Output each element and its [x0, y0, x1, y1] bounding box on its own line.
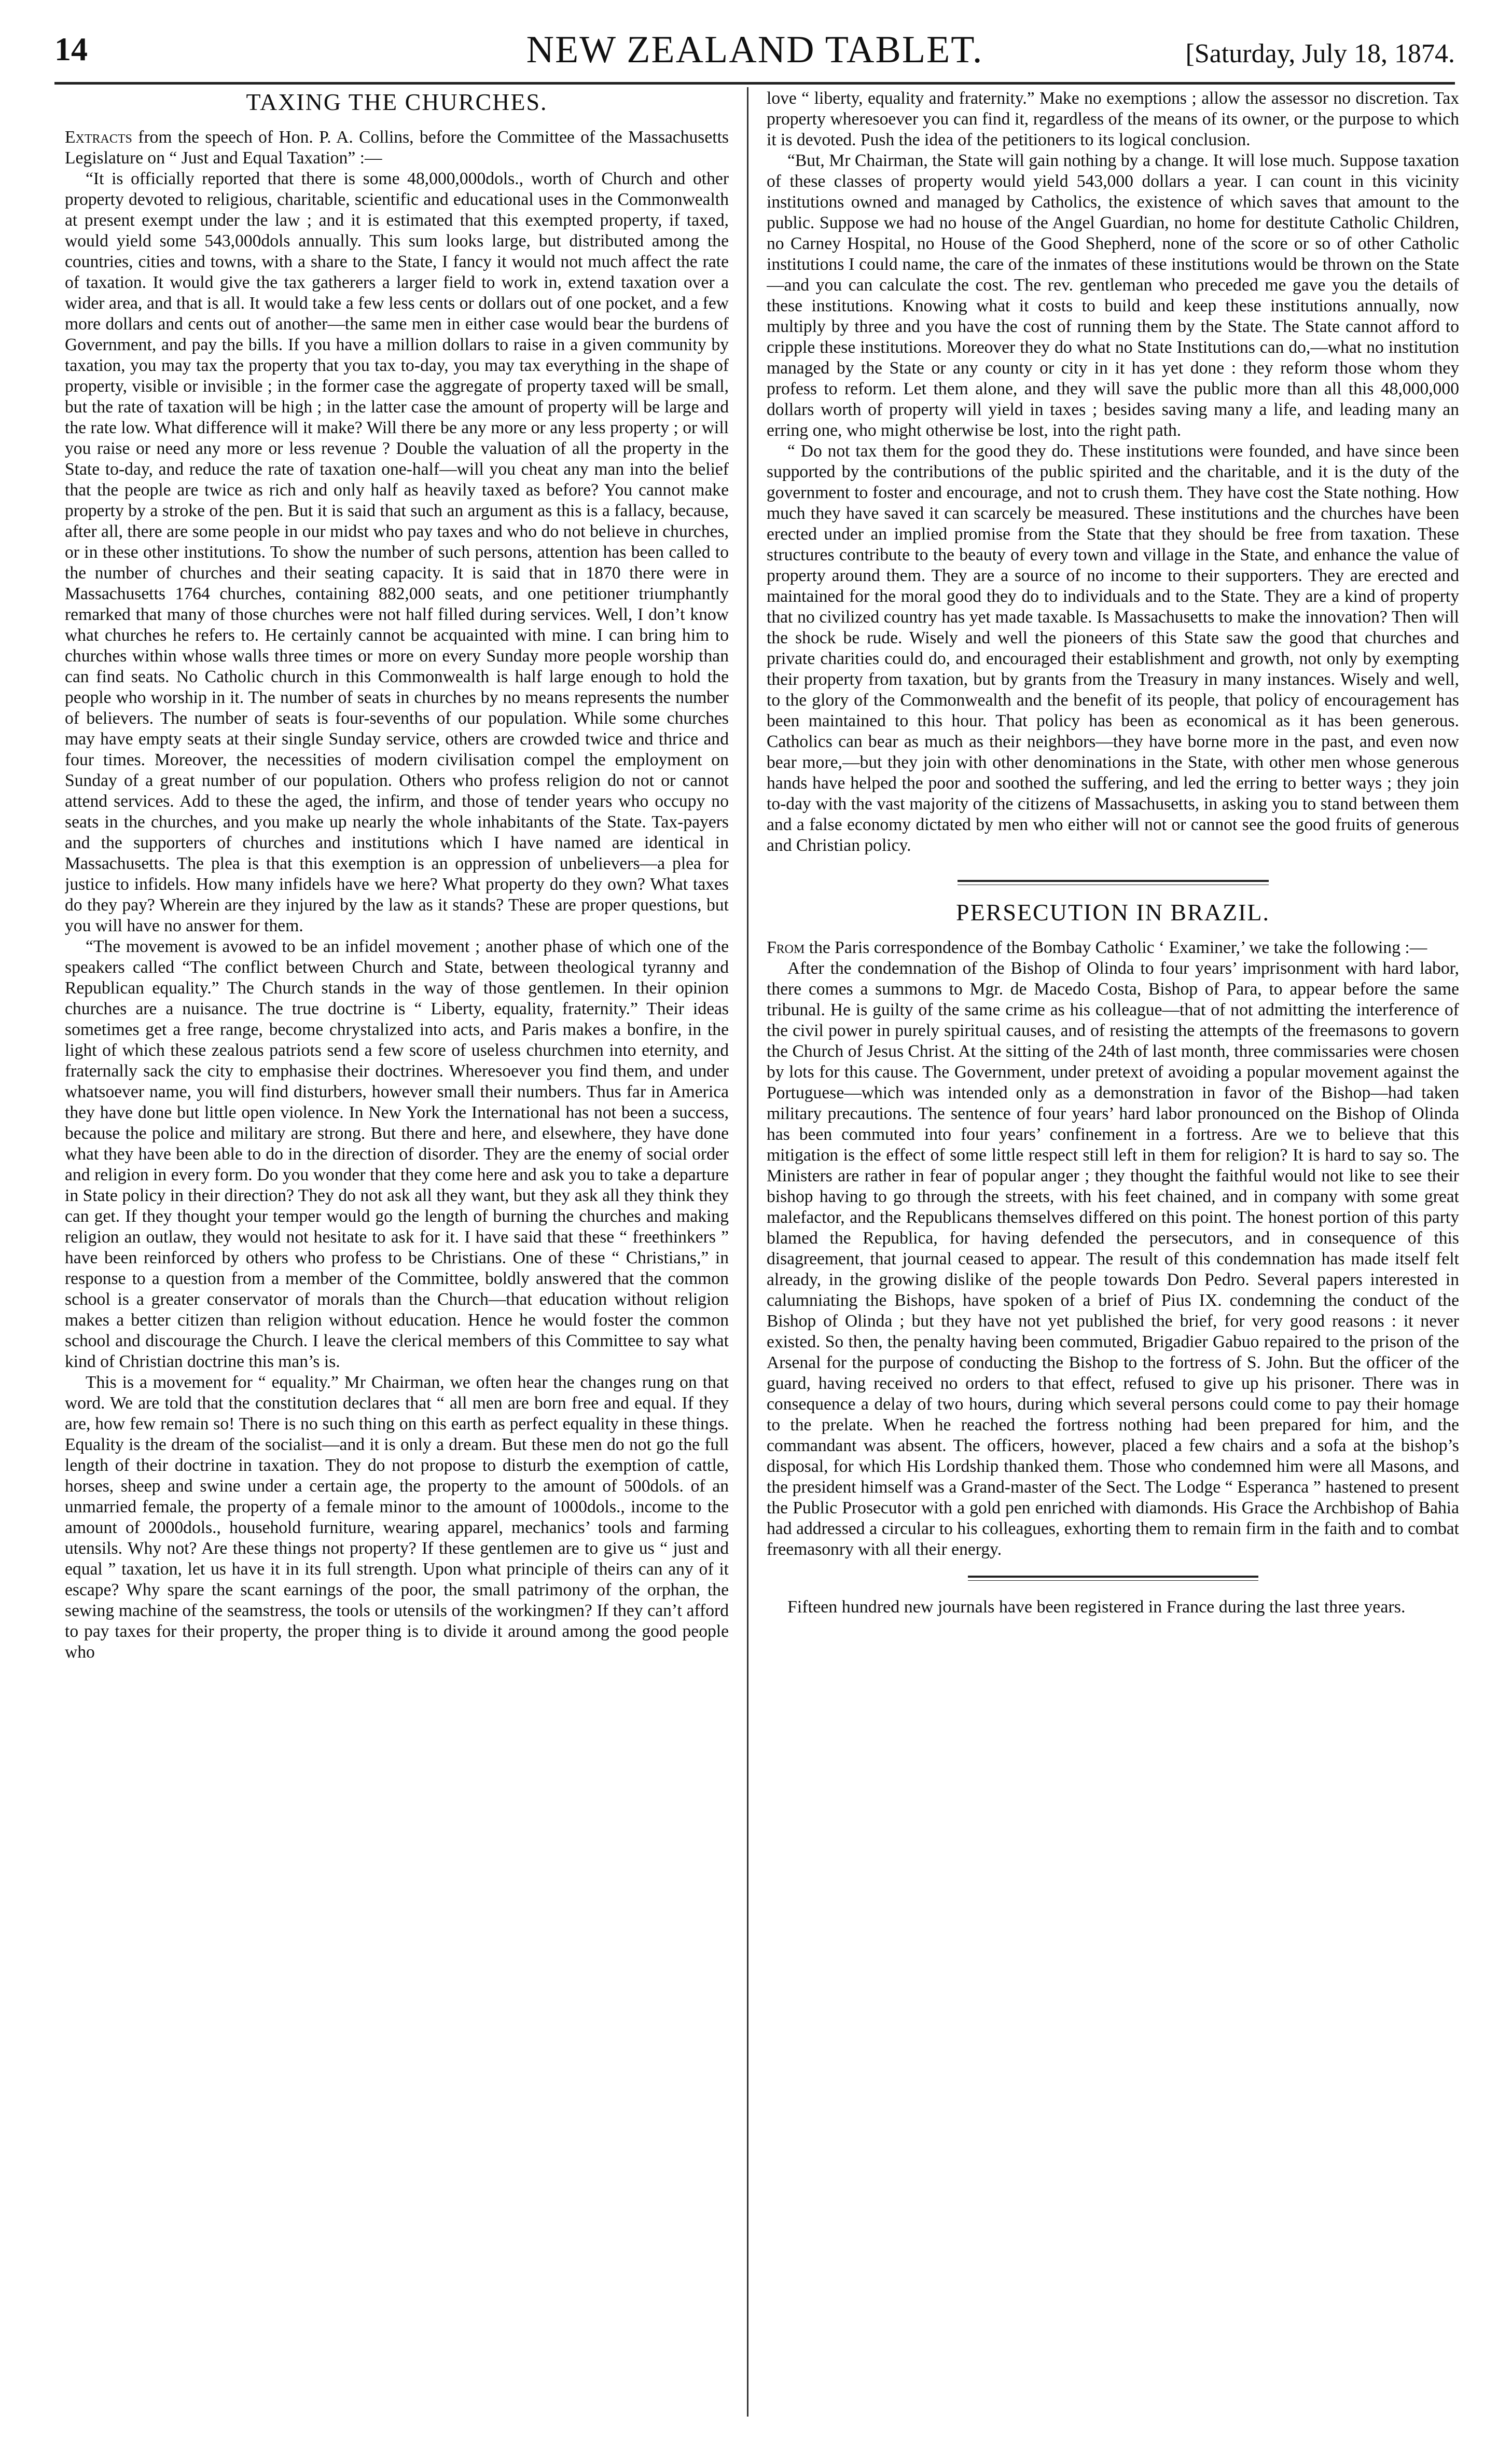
taxing-intro: [65, 127, 729, 169]
brazil-heading: PERSECUTION IN BRAZIL.: [956, 899, 1270, 926]
article-paragraph: This is a movement for “ equality.” Mr Chairman, we often hear the changes rung on that word. We are told that the constitution declares that “ all men are born free and equal. If they are, how few remain so! There is no such thing on this earth as perfect equality in these things. Equality is the dream of the socialist—and it is only a dream. But these men do not go the full length of their doctrine in taxation. They do not propose to disturb the exemption of cattle, horses, sheep and swine under a certain age, the property to the amount of 500dols. of an unmarried female, the property of a female minor to the amount of 1000dols., income to the amount of 2000dols., household furniture, wearing apparel, mechanics’ tools and farming utensils. Why not? Are these things not property? If these gentlemen are to give us “ just and equal ” taxation, let us have it in its full strength. Upon what principle of theirs can any of it escape? Why spare the scant earnings of the poor, the small patrimony of the orphan, the sewing machine of the seamstress, the tools or utensils of the workingmen? If they can’t afford to pay taxes for their property, the proper thing is to divide it around among the good people who: [65, 1373, 729, 1662]
newspaper-title: NEW ZEALAND TABLET.: [526, 29, 983, 71]
brazil-article: [767, 937, 1459, 1560]
left-column: [65, 88, 729, 2412]
article-paragraph: “The movement is avowed to be an infidel movement ; another phase of which one of the speakers called “The conflict between Church and State, between theological tyranny and Republican equality.” The Church stands in the way of those gentlemen. In their opinion churches are a nuisance. The true doctrine is “ Liberty, equality, fraternity.” Their ideas sometimes get a free range, become chrystalized into acts, and Paris makes a bonfire, in the light of which these zealous patriots send a few score of useless churchmen into eternity, and fraternally sack the city to emphasise their doctrines. Wheresoever you find them, and under whatsoever name, you will find disturbers, however small their numbers. Thus far in America they have done but little open violence. In New York the International has not been a success, because the police and military are strong. But there and here, and elsewhere, they have done what they have been able to do in the direction of disorder. They are the enemy of social order and religion in every form. Do you wonder that they come here and ask you to take a departure in State policy in their direction? They do not ask all they want, but they ask all they think they can get. If they thought your temper would go the length of burning the churches and making religion an outlaw, they would not hesitate to ask for it. I have said that these “ freethinkers ” have been reinforced by others who profess to be Christians. One of these “ Christians,” in response to a question from a member of the Committee, boldly answered that the common school is a greater conservator of morals than the Church—that education without religion makes a better citizen than religion without education. Hence he would foster the common school and discourage the Church. I leave the clerical members of this Committee to say what kind of Christian doctrine this man’s is.: [65, 937, 729, 1371]
taxing-heading: TAXING THE CHURCHES.: [246, 89, 548, 115]
article-paragraph: “It is officially reported that there is some 48,000,000dols., worth of Church and other property devoted to religious, charitable, scientific and educational uses in the Commonwealth at present exempt under the law ; and it is estimated that this exempted property, if taxed, would yield some 543,000dols annually. This sum looks large, but distributed among the countries, cities and towns, with a share to the State, I fancy it would not much affect the rate of taxation. It would give the tax gatherers a larger field to work in, extend taxation over a wider area, and that is all. It would take a few less cents or dollars out of one pocket, and a few more dollars and cents out of another—the same men in either case would bear the burdens of Government, and pay the bills. If you have a million dollars to raise in a given community by taxation, you may tax the property that you tax to-day, you may tax everything in the shape of property, visible or invisible ; in the former case the aggregate of property taxed will be small, but the rate of taxation will be high ; in the latter case the amount of property will be large and the rate low. What difference will it make? Will there be any more or any less property ; or will you raise or need any more or less revenue ? Double the valuation of all the property in the State to-day, and reduce the rate of taxation one-half—will you cheat any man into the belief that the people are twice as rich and only half as heavily taxed as before? You cannot make property by a stroke of the pen. But it is said that such an argument as this is a fallacy, because, after all, there are some people in our midst who pay taxes and who do not believe in churches, or in these other institutions. To show the number of such persons, attention has been called to the number of churches and their seating capacity. It is said that in 1870 there were in Massachusetts 1764 churches, containing 882,000 seats, and one petitioner triumphantly remarked that many of those churches were not half filled during services. Well, I don’t know what churches he refers to. He certainly cannot be acquainted with mine. I can bring him to churches within whose walls three times or more on every Sunday more people worship than can find seats. No Catholic church in this Commonwealth is half large enough to hold the people who worship in it. The number of seats in churches by no means represents the number of believers. The number of seats is four-sevenths of our population. While some churches may have empty seats at their single Sunday service, others are crowded twice and thrice and four times. Moreover, the necessities of modern civilisation compel the employment on Sunday of a great number of our population. Others who profess religion do not or cannot attend services. Add to these the aged, the infirm, and those of tender years who occupy no seats in the churches, and you make up nearly the whole inhabitants of the State. Tax-payers and the supporters of churches and institutions which I have named are identical in Massachusetts. The plea is that this exemption is an oppression of unbelievers—a plea for justice to infidels. How many infidels have we here? What property do they own? What taxes do they pay? Wherein are they injured by the law as it stands? These are proper questions, but you will have no answer for them.: [65, 169, 729, 935]
section-divider: [958, 880, 1269, 885]
article-paragraph: “But, Mr Chairman, the State will gain nothing by a change. It will lose much. Suppose taxation of these classes of property would yield 543,000 dollars a year. I can count in this vicinity institutions owned and managed by Catholics, the existence of which saves that amount to the public. Suppose we had no house of the Angel Guardian, no home for destitute Catholic Children, no Carney Hospital, no House of the Good Shepherd, none of the score or so of other Catholic institutions I could name, the care of the inmates of these institutions would be thrown on the State—and you can calculate the cost. The rev. gentleman who preceded me gave you the details of these institutions. Knowing what it costs to build and keep these institutions annually, now multiply by three and you have the cost of running them by the State. The State cannot afford to cripple these institutions. Moreover they do what no State Institutions can do,—what no institution managed by the State or any county or city in it has yet done : they reform those whom they profess to reform. Let them alone, and they will save the public more than all this 48,000,000 dollars worth of property will yield in taxes ; besides saving many a life, and leading many an erring one, who might otherwise be lost, into the right path.: [767, 151, 1459, 440]
article-paragraph: “ Do not tax them for the good they do. These institutions were founded, and have since been supported by the contributions of the public spirited and the charitable, and it is the duty of the government to foster and encourage, and not to crush them. They have cost the State nothing. How much they have saved it can scarcely be measured. These institutions and the churches have been erected under an implied promise from the State that they should be free from taxation. These structures contribute to the beauty of every town and village in the State, and enhance the value of property around them. They are a source of no income to their supporters. They are erected and maintained for the moral good they do to individuals and to the State. They are a kind of property that no civilized country has yet made taxable. Is Massachusetts to make the innovation? Then will the shock be rude. Wisely and well the pioneers of this State saw the good that churches and private charities could do, and encouraged their establishment and growth, not only by exempting their property from taxation, but by grants from the Treasury in many instances. Wisely and well, to the glory of the Commonwealth and the benefit of its people, that policy of encouragement has been maintained to this hour. That policy has been as economical as it has been generous. Catholics can bear as much as their neighbors—they have borne more in the past, and even now bear more,—but they join with other denominations in the State, with other men whose generous hands have helped the poor and soothed the suffering, and led the erring to better ways ; they join to-day with the vast majority of the citizens of Massachusetts, in asking you to stand between them and a false economy dictated by men who either will not or cannot see the good fruits of generous and Christian policy.: [767, 442, 1459, 855]
masthead: [54, 26, 1455, 78]
right-column: [767, 88, 1459, 2412]
notice-text: Fifteen hundred new journals have been registered in France during the last three years.: [787, 1597, 1406, 1617]
brazil-intro-text: the Paris correspondence of the Bombay Catholic ‘ Examiner,’ we take the following :—: [804, 938, 1427, 957]
article-paragraph: love “ liberty, equality and fraternity.” Make no exemptions ; allow the assessor no discretion. Tax property wheresoever you can find it, regardless of the means of its owner, or the purpose to which it is devoted. Push the idea of the petitioners to its logical conclusion.: [767, 89, 1459, 149]
brazil-intro-first-word: From: [767, 938, 805, 957]
masthead-rule: [54, 82, 1455, 85]
column-divider: [747, 87, 748, 2417]
page-number: 14: [54, 31, 88, 67]
article-paragraph: After the condemnation of the Bishop of Olinda to four years’ imprisonment with hard labor, there comes a summons to Mgr. de Macedo Costa, Bishop of Para, to appear before the same tribunal. He is guilty of the same crime as his colleague—that of not admitting the interference of the civil power in purely spiritual causes, and of resisting the attempts of the freemasons to govern the Church of Jesus Christ. At the sitting of the 24th of last month, three commissaries were chosen by lots for this cause. The Government, under pretext of avoiding a popular movement against the Portuguese—which was intended only as a demonstration in favor of the Bishop—had taken military precautions. The sentence of four years’ hard labor pronounced on the Bishop of Olinda has been commuted into four years’ confinement in a fortress. Are we to believe that this mitigation is the effect of some little respect still left in them for religion? It is hard to say so. The Ministers are rather in fear of popular anger ; they thought the faithful would not like to see their bishop having to go through the streets, with his feet chained, and in company with some great malefactor, and the Republicans themselves differed on this point. The honest portion of this party blamed the Republica, for having defended the persecutors, and in consequence of this disagreement, that journal ceased to appear. The result of this condemnation has made itself felt already, in the growing dislike of the people towards Don Pedro. Several papers interested in calumniating the Bishops, have spoken of a brief of Pius IX. condemning the conduct of the Bishop of Olinda ; but they have not yet published the brief, for very good reasons : it never existed. So then, the penalty having been commuted, Brigadier Gabuo repaired to the prison of the Arsenal for the purpose of conducting the Bishop to the fortress of S. John. But the officer of the guard, having received no orders to that effect, refused to give up his prisoner. There was in consequence a delay of two hours, during which several persons could come to pay their homage to the prelate. When he reached the fortress nothing had been prepared for him, and the commandant was absent. The officers, however, placed a few chairs and a sofa at the bishop’s disposal, for which His Lordship thanked them. Those who condemned him were all Masons, and the president himself was a Grand-master of the Sect. The Lodge “ Esperanca ” hastened to present the Public Prosecutor with a gold pen enriched with diamonds. His Grace the Archbishop of Bahia had addressed a circular to his colleagues, exhorting them to remain firm in the faith and to combat freemasonry with all their energy.: [767, 959, 1459, 1559]
taxing-article-continued: [767, 88, 1459, 856]
taxing-intro-first-word: Extracts: [65, 128, 132, 147]
section-divider: [968, 1576, 1258, 1581]
journals-notice: [767, 1596, 1459, 1618]
issue-date: [Saturday, July 18, 1874.: [1185, 39, 1455, 68]
taxing-intro-text: from the speech of Hon. P. A. Collins, before the Committee of the Massachusetts Legislature on “ Just and Equal Taxation” :—: [65, 128, 729, 168]
taxing-article: [65, 127, 729, 1663]
brazil-intro: [767, 937, 1459, 958]
